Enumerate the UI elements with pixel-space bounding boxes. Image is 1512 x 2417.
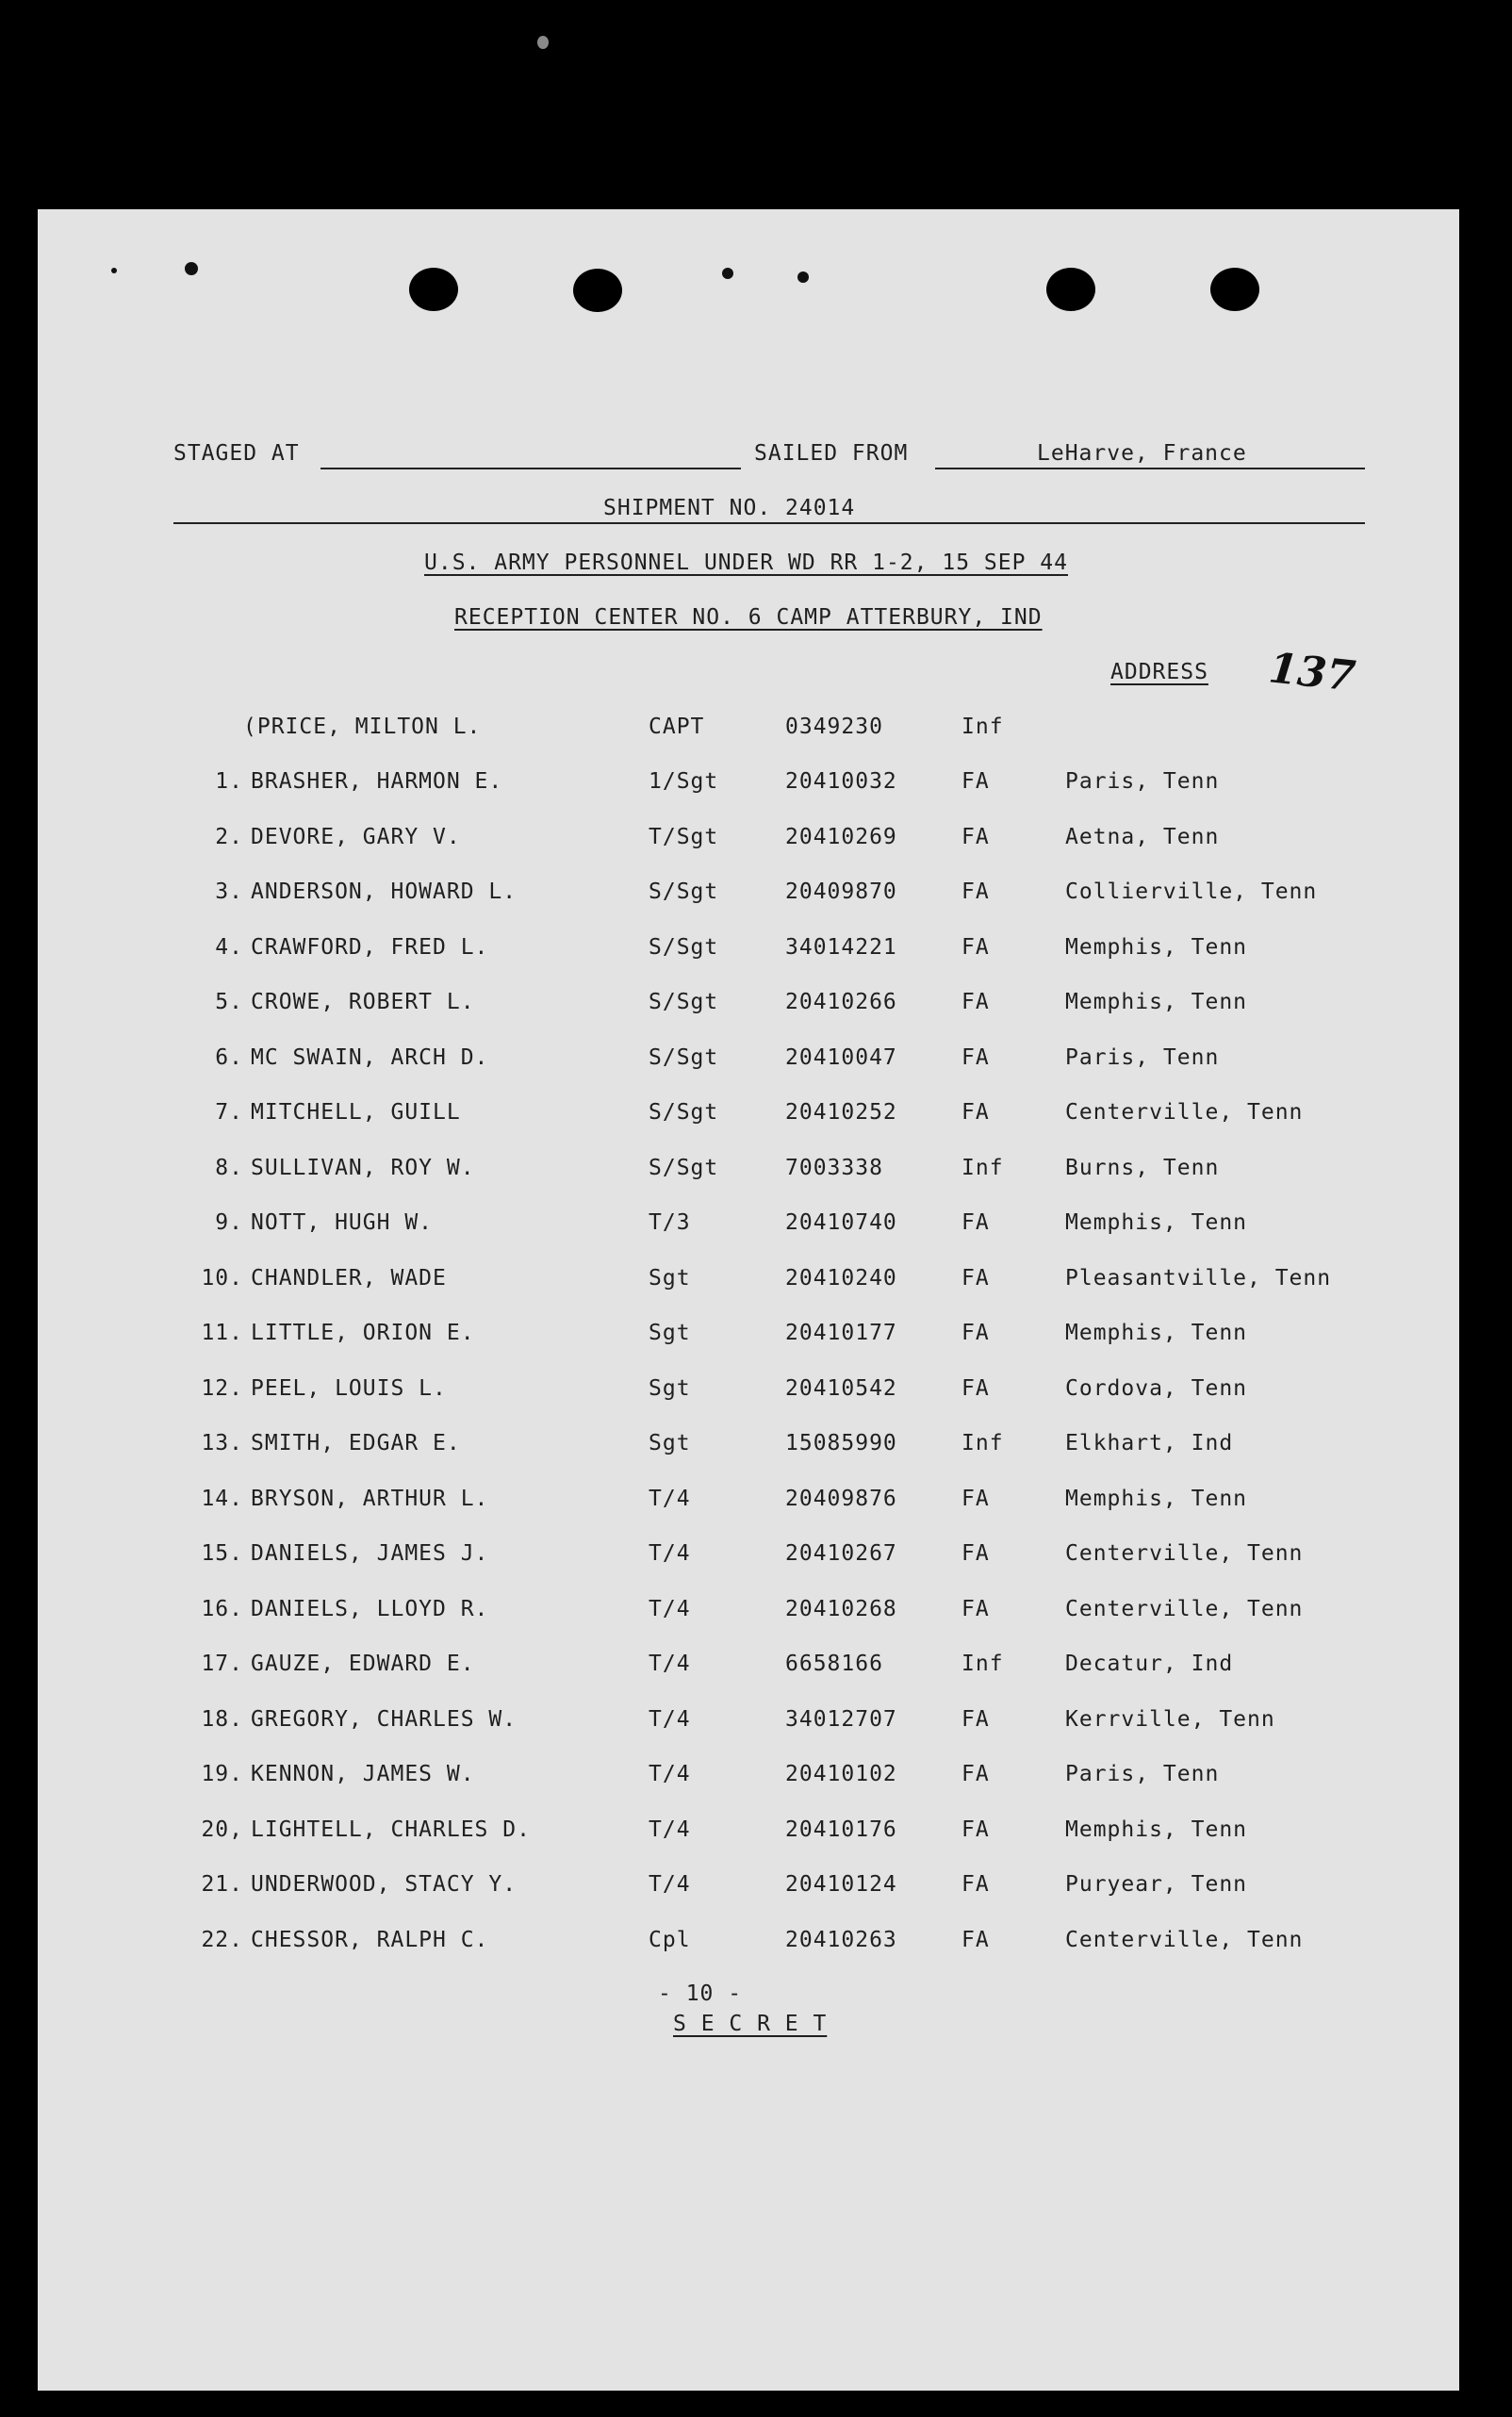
table-row [38,1652,1459,1689]
row-name: CHANDLER, WADE [251,1266,447,1291]
row-number: 18. [201,1707,243,1732]
row-address: Aetna, Tenn [1065,825,1220,849]
row-rank: Sgt [649,1321,691,1345]
row-address: Elkhart, Ind [1065,1431,1234,1455]
row-name: DANIELS, JAMES J. [251,1541,489,1566]
officer-serial: 0349230 [785,715,883,739]
row-serial: 20410102 [785,1762,897,1786]
row-name: LITTLE, ORION E. [251,1321,475,1345]
scan-speck [185,262,198,275]
row-rank: Sgt [649,1266,691,1291]
officer-rank: CAPT [649,715,705,739]
row-serial: 20410032 [785,769,897,794]
row-name: PEEL, LOUIS L. [251,1376,447,1401]
scan-speck [111,268,117,273]
row-branch: Inf [961,1652,1004,1676]
row-name: CHESSOR, RALPH C. [251,1928,489,1952]
row-branch: FA [961,769,990,794]
row-address: Memphis, Tenn [1065,1487,1248,1511]
row-name: KENNON, JAMES W. [251,1762,475,1786]
row-address: Kerrville, Tenn [1065,1707,1275,1732]
row-rank: S/Sgt [649,880,719,904]
row-name: SMITH, EDGAR E. [251,1431,461,1455]
row-number: 12. [201,1376,243,1401]
staged-at-blank [320,468,741,469]
row-name: UNDERWOOD, STACY Y. [251,1872,518,1897]
row-name: DANIELS, LLOYD R. [251,1597,489,1621]
row-number: 15. [201,1541,243,1566]
row-address: Centerville, Tenn [1065,1597,1304,1621]
document-subtitle: RECEPTION CENTER NO. 6 CAMP ATTERBURY, IND [454,605,1043,630]
row-serial: 34014221 [785,935,897,960]
row-rank: 1/Sgt [649,769,719,794]
row-name: GAUZE, EDWARD E. [251,1652,475,1676]
officer-branch: Inf [961,715,1004,739]
row-number: 20, [201,1817,243,1842]
table-row [38,1872,1459,1910]
row-serial: 20410047 [785,1045,897,1070]
row-rank: T/4 [649,1652,691,1676]
row-rank: Sgt [649,1431,691,1455]
table-row [38,1707,1459,1745]
row-rank: T/4 [649,1597,691,1621]
row-branch: FA [961,1266,990,1291]
row-name: MC SWAIN, ARCH D. [251,1045,489,1070]
row-number: 9. [215,1210,243,1235]
officer-name: (PRICE, MILTON L. [243,715,482,739]
punch-hole [1210,268,1259,311]
row-rank: S/Sgt [649,1100,719,1125]
row-rank: T/4 [649,1487,691,1511]
row-branch: FA [961,1541,990,1566]
scan-speck [722,268,733,279]
classification-marking: S E C R E T [673,2012,828,2036]
sailed-from-blank [935,468,1365,469]
row-serial: 20410240 [785,1266,897,1291]
table-row [38,1210,1459,1248]
row-branch: FA [961,880,990,904]
page-number: - 10 - [658,1981,743,2006]
row-address: Paris, Tenn [1065,769,1220,794]
punch-hole [1046,268,1095,311]
table-row [38,1928,1459,1965]
row-number: 4. [215,935,243,960]
row-rank: T/Sgt [649,825,719,849]
row-serial: 20410252 [785,1100,897,1125]
table-row [38,935,1459,973]
row-branch: Inf [961,1431,1004,1455]
row-address: Pleasantville, Tenn [1065,1266,1332,1291]
row-number: 8. [215,1156,243,1180]
row-address: Centerville, Tenn [1065,1100,1304,1125]
row-number: 7. [215,1100,243,1125]
row-branch: FA [961,1100,990,1125]
row-branch: FA [961,1487,990,1511]
row-rank: T/4 [649,1762,691,1786]
row-address: Centerville, Tenn [1065,1928,1304,1952]
row-name: BRASHER, HARMON E. [251,769,503,794]
row-number: 2. [215,825,243,849]
table-row [38,1156,1459,1193]
document-page [38,209,1459,2391]
row-branch: FA [961,1872,990,1897]
row-rank: S/Sgt [649,1045,719,1070]
row-branch: FA [961,935,990,960]
row-address: Memphis, Tenn [1065,1210,1248,1235]
row-address: Memphis, Tenn [1065,935,1248,960]
table-row [38,1487,1459,1524]
row-serial: 6658166 [785,1652,883,1676]
row-serial: 20410267 [785,1541,897,1566]
row-branch: FA [961,825,990,849]
row-rank: S/Sgt [649,990,719,1014]
row-number: 14. [201,1487,243,1511]
row-number: 5. [215,990,243,1014]
table-row [38,1597,1459,1635]
shipment-rule [173,522,1365,524]
row-name: CRAWFORD, FRED L. [251,935,489,960]
row-number: 22. [201,1928,243,1952]
table-row [38,1045,1459,1083]
row-branch: FA [961,1210,990,1235]
row-number: 21. [201,1872,243,1897]
table-row [38,1762,1459,1800]
table-row [38,1376,1459,1414]
row-number: 13. [201,1431,243,1455]
row-address: Puryear, Tenn [1065,1872,1248,1897]
address-column-header: ADDRESS [1110,660,1208,684]
table-row [38,1541,1459,1579]
row-name: NOTT, HUGH W. [251,1210,434,1235]
row-serial: 7003338 [785,1156,883,1180]
row-name: CROWE, ROBERT L. [251,990,475,1014]
row-address: Centerville, Tenn [1065,1541,1304,1566]
row-serial: 20410176 [785,1817,897,1842]
scan-speck [797,271,809,283]
punch-hole [573,269,622,312]
table-row [38,1817,1459,1855]
row-number: 16. [201,1597,243,1621]
row-rank: T/3 [649,1210,691,1235]
shipment-number: SHIPMENT NO. 24014 [603,496,856,520]
row-branch: FA [961,1762,990,1786]
officer-row [38,715,1459,752]
staged-at-label: STAGED AT [173,441,300,466]
row-address: Memphis, Tenn [1065,990,1248,1014]
row-number: 10. [201,1266,243,1291]
row-address: Collierville, Tenn [1065,880,1318,904]
row-name: LIGHTELL, CHARLES D. [251,1817,531,1842]
handwritten-page-number: 137 [1266,644,1358,701]
row-number: 6. [215,1045,243,1070]
row-serial: 20410266 [785,990,897,1014]
row-branch: FA [961,1376,990,1401]
row-number: 11. [201,1321,243,1345]
row-branch: FA [961,1321,990,1345]
table-row [38,880,1459,917]
sailed-from-label: SAILED FROM [754,441,909,466]
row-name: MITCHELL, GUILL [251,1100,461,1125]
table-row [38,1266,1459,1304]
row-rank: T/4 [649,1817,691,1842]
row-number: 19. [201,1762,243,1786]
row-name: GREGORY, CHARLES W. [251,1707,518,1732]
row-name: DEVORE, GARY V. [251,825,461,849]
table-row [38,1100,1459,1138]
row-serial: 20410542 [785,1376,897,1401]
row-branch: FA [961,1045,990,1070]
row-rank: S/Sgt [649,1156,719,1180]
row-address: Cordova, Tenn [1065,1376,1248,1401]
document-title: U.S. ARMY PERSONNEL UNDER WD RR 1-2, 15 SEP 44 [424,551,1068,575]
row-serial: 20409876 [785,1487,897,1511]
row-name: ANDERSON, HOWARD L. [251,880,518,904]
scan-speck [537,36,549,49]
table-row [38,769,1459,807]
row-rank: S/Sgt [649,935,719,960]
row-address: Decatur, Ind [1065,1652,1234,1676]
punch-hole [409,268,458,311]
row-branch: FA [961,1817,990,1842]
row-serial: 34012707 [785,1707,897,1732]
row-branch: FA [961,1707,990,1732]
row-serial: 15085990 [785,1431,897,1455]
row-rank: T/4 [649,1707,691,1732]
row-address: Memphis, Tenn [1065,1321,1248,1345]
row-serial: 20409870 [785,880,897,904]
table-row [38,1431,1459,1469]
row-rank: T/4 [649,1541,691,1566]
table-row [38,1321,1459,1358]
row-number: 1. [215,769,243,794]
row-serial: 20410263 [785,1928,897,1952]
row-branch: FA [961,990,990,1014]
row-branch: FA [961,1928,990,1952]
row-address: Paris, Tenn [1065,1762,1220,1786]
row-address: Paris, Tenn [1065,1045,1220,1070]
row-address: Burns, Tenn [1065,1156,1220,1180]
row-serial: 20410740 [785,1210,897,1235]
row-serial: 20410269 [785,825,897,849]
row-branch: FA [961,1597,990,1621]
table-row [38,825,1459,863]
sailed-from-value: LeHarve, France [1037,441,1247,466]
row-branch: Inf [961,1156,1004,1180]
row-number: 17. [201,1652,243,1676]
row-rank: T/4 [649,1872,691,1897]
row-serial: 20410177 [785,1321,897,1345]
row-name: SULLIVAN, ROY W. [251,1156,475,1180]
row-serial: 20410268 [785,1597,897,1621]
row-rank: Sgt [649,1376,691,1401]
row-address: Memphis, Tenn [1065,1817,1248,1842]
row-name: BRYSON, ARTHUR L. [251,1487,489,1511]
row-serial: 20410124 [785,1872,897,1897]
row-number: 3. [215,880,243,904]
row-rank: Cpl [649,1928,691,1952]
table-row [38,990,1459,1028]
